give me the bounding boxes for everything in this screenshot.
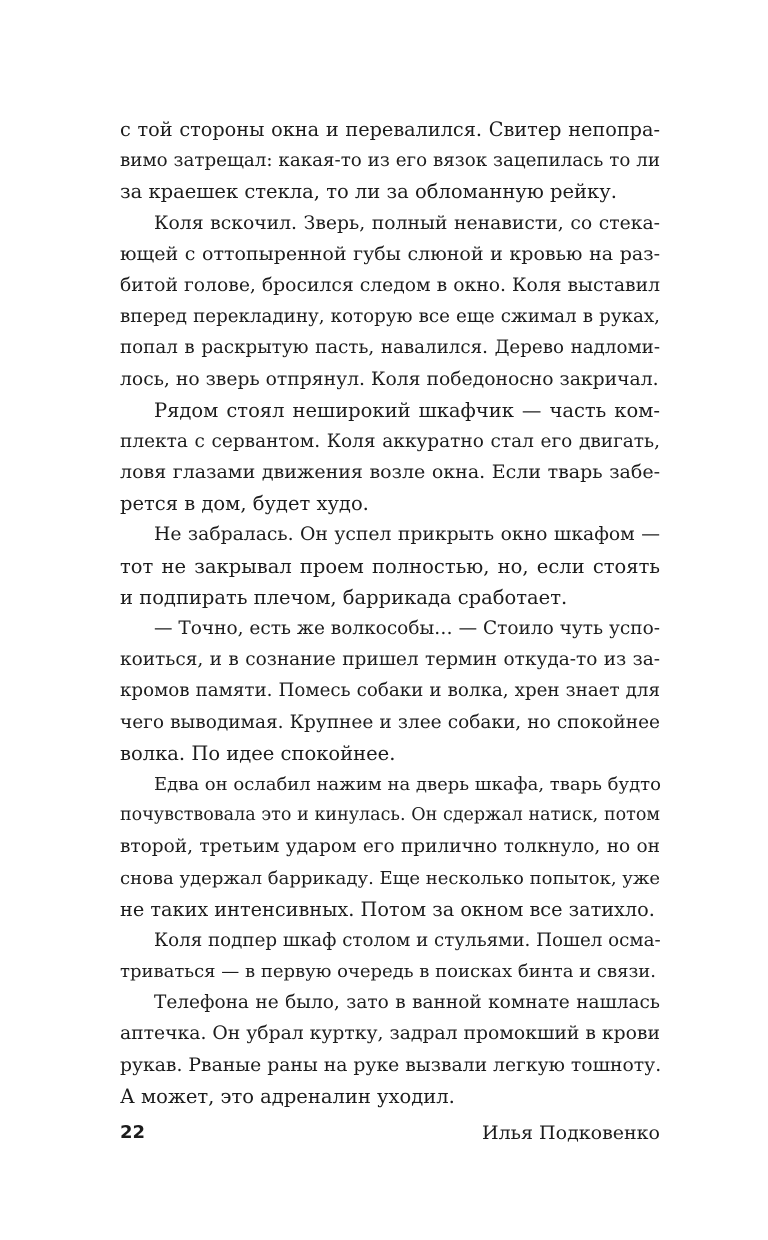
paragraph (120, 395, 660, 520)
text-line: вимо затрещал: какая-то из его вязок зацепилась то ли (120, 150, 660, 172)
paragraph (120, 769, 660, 925)
paragraph (120, 519, 660, 613)
text-line: за краешек стекла, то ли за обломанную рейку. (120, 180, 617, 204)
text-line: с той стороны окна и перевалился. Свитер непопра- (120, 118, 660, 141)
text-line: коиться, и в сознание пришел термин откуда-то из за- (120, 649, 660, 671)
text-line: триваться — в первую очередь в поисках бинта и связи. (120, 961, 656, 983)
text-line: рукав. Рваные раны на руке вызвали легкую тошноту. (120, 1054, 662, 1076)
page-footer (120, 1118, 660, 1148)
text-line: аптечка. Он убрал куртку, задрал промокший в крови (120, 1023, 660, 1045)
text-line: волка. По идее спокойнее. (120, 741, 396, 765)
text-line: Рядом стоял неширокий шкафчик — часть ком- (154, 398, 660, 422)
text-line: и подпирать плечом, баррикада сработает. (120, 585, 568, 609)
running-footer-author: Илья Подковенко (482, 1122, 660, 1144)
text-line: рется в дом, будет худо. (120, 492, 369, 516)
text-line: попал в раскрытую пасть, навалился. Дерево надломи- (120, 337, 660, 359)
paragraph (120, 925, 660, 987)
text-line: почувствовала это и кинулась. Он сдержал натиск, потом (120, 805, 660, 826)
text-line: Коля вскочил. Зверь, полный ненависти, со стека- (154, 212, 660, 234)
text-line: вперед перекладину, которую все еще сжимал в руках, (120, 306, 660, 328)
text-line: лось, но зверь отпрянул. Коля победоносно закричал. (120, 368, 659, 390)
text-line: снова удержал баррикаду. Еще несколько попыток, уже (120, 867, 661, 889)
text-line: чего выводимая. Крупнее и злее собаки, но спокойнее (120, 711, 660, 733)
paragraph (120, 208, 660, 395)
text-line: второй, третьим ударом его прилично толкнуло, но он (120, 836, 660, 858)
text-line: тот не закрывал проем полностью, но, если стоять (120, 554, 660, 578)
text-line: кромов памяти. Помесь собаки и волка, хрен знает для (120, 680, 660, 702)
text-line: Едва он ослабил нажим на дверь шкафа, тварь будто (154, 773, 661, 795)
page-number: 22 (120, 1122, 146, 1143)
text-line: битой голове, бросился следом в окно. Коля выставил (120, 274, 660, 296)
text-line: А может, это адреналин уходил. (120, 1084, 455, 1108)
text-line: ющей с оттопыренной губы слюной и кровью на раз- (120, 242, 660, 265)
paragraph (120, 987, 660, 1112)
text-line: Не забралась. Он успел прикрыть окно шкафом — (154, 524, 660, 546)
page-body-text (120, 114, 660, 1112)
text-line: Коля подпер шкаф столом и стульями. Пошел осма- (154, 929, 661, 951)
text-line: ловя глазами движения возле окна. Если тварь забе- (120, 461, 660, 484)
paragraph (120, 613, 660, 769)
text-line: плекта с сервантом. Коля аккуратно стал его двигать, (120, 430, 660, 452)
text-line: не таких интенсивных. Потом за окном все затихло. (120, 897, 655, 921)
paragraph (120, 114, 660, 208)
text-line: Телефона не было, зато в ванной комнате нашлась (154, 992, 660, 1014)
text-line: — Точно, есть же волкособы… — Стоило чуть успо- (154, 618, 660, 639)
